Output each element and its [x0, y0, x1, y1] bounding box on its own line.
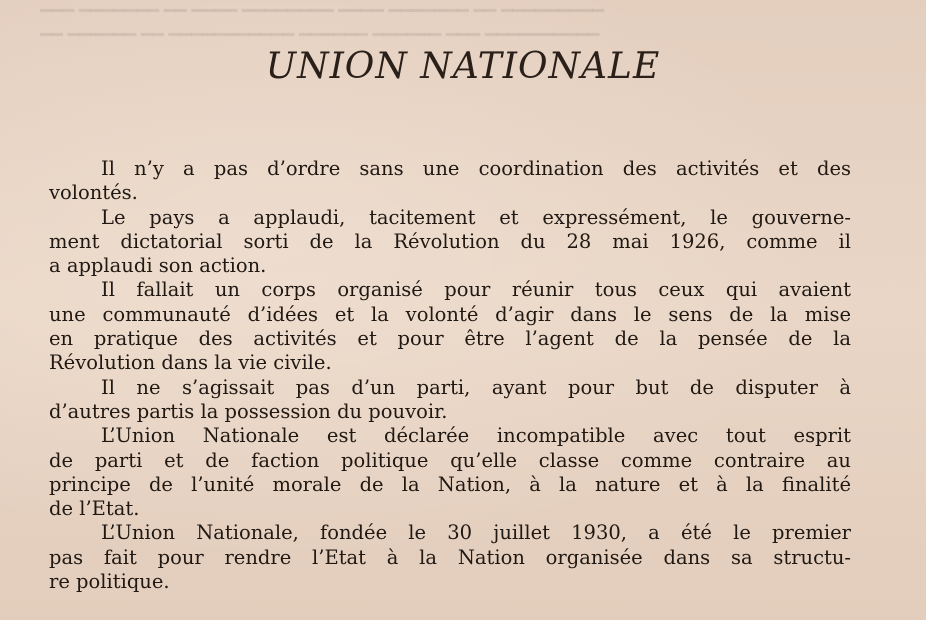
text-line: L’Union Nationale, fondée le 30 juillet 1930, a été le premier: [101, 521, 851, 545]
text-line: de parti et de faction politique qu’elle classe comme contraire au: [49, 448, 851, 472]
text-line: re politique.: [49, 570, 170, 594]
text-line: Révolution dans la vie civile.: [49, 351, 332, 375]
text-line: Il ne s’agissait pas d’un parti, ayant pour but de disputer à: [101, 375, 851, 399]
text-line: Il fallait un corps organisé pour réunir tous ceux qui avaient: [101, 278, 851, 302]
paragraph: [49, 376, 851, 425]
paragraph: [49, 157, 851, 206]
text-line: une communauté d’idées et la volonté d’agir dans le sens de la mise: [49, 302, 851, 326]
paragraph: [49, 278, 851, 375]
show-through-text: ━━ ━━━━━━ ━━ ━━━━━━━━━━━ ━━━━━━ ━━━━━━ ━━━ ━━━━━━━━━━: [40, 25, 600, 46]
body-text: [49, 157, 851, 594]
text-line: volontés.: [49, 181, 138, 205]
text-line: Le pays a applaudi, tacitement et expressément, le gouverne-: [101, 205, 851, 229]
text-line: a applaudi son action.: [49, 254, 267, 278]
text-line: L’Union Nationale est déclarée incompatible avec tout esprit: [101, 424, 851, 448]
paragraph: [49, 206, 851, 279]
text-line: de l’Etat.: [49, 497, 140, 521]
text-line: pas fait pour rendre l’Etat à la Nation organisée dans sa structu-: [49, 545, 851, 569]
text-line: Il n’y a pas d’ordre sans une coordination des activités et des: [101, 157, 851, 180]
text-line: d’autres partis la possession du pouvoir.: [49, 399, 448, 423]
paragraph: [49, 521, 851, 594]
text-line: en pratique des activités et pour être l’agent de la pensée de la: [49, 327, 851, 351]
text-line: ment dictatorial sorti de la Révolution du 28 mai 1926, comme il: [49, 229, 851, 253]
paragraph: [49, 424, 851, 521]
text-line: principe de l’unité morale de la Nation, à la nature et à la finalité: [49, 472, 851, 496]
show-through-text: ━━━ ━━━━━━━ ━━ ━━━━ ━━━━━━━━ ━━━━ ━━━━━━━ ━━ ━━━━━━━━━: [40, 1, 605, 22]
page-title: UNION NATIONALE: [265, 46, 661, 87]
